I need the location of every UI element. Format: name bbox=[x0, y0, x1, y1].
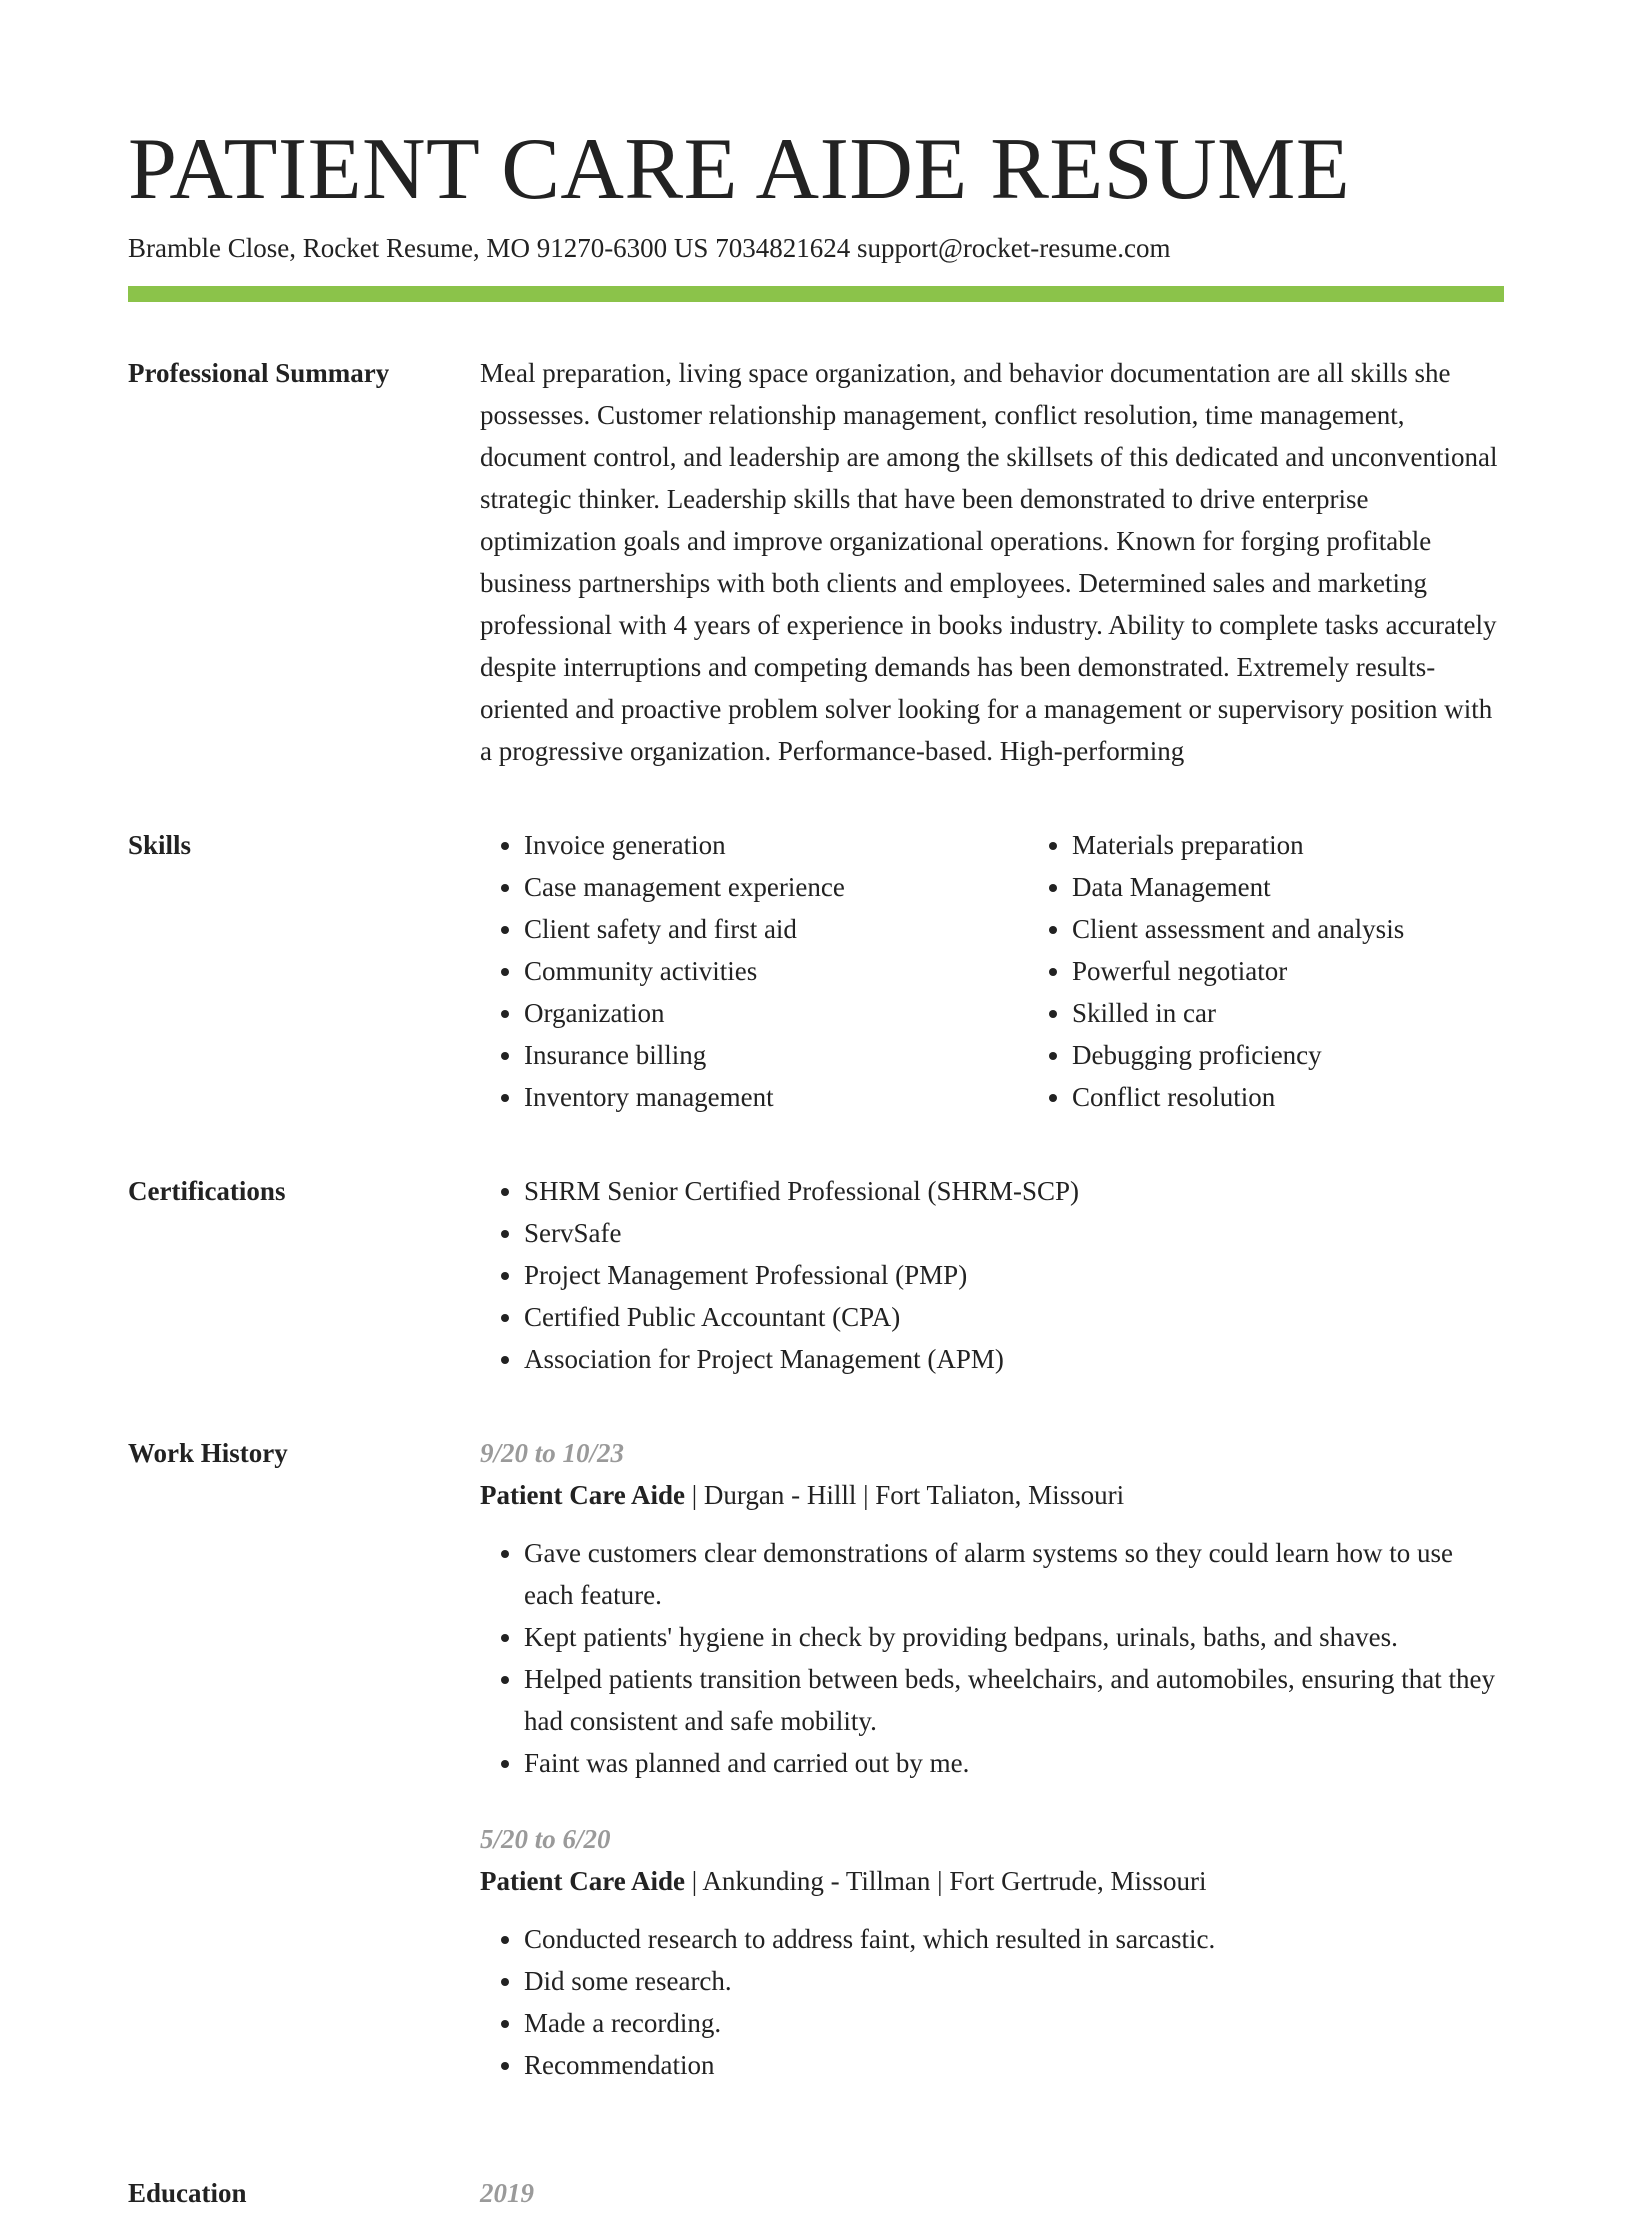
job-dates: 9/20 to 10/23 bbox=[480, 1438, 625, 1468]
job-title: Patient Care Aide bbox=[480, 1480, 685, 1510]
page-title: PATIENT CARE AIDE RESUME bbox=[128, 121, 1351, 218]
education-dates: 2019 bbox=[480, 2178, 534, 2208]
skill-item: • Data Management bbox=[1072, 866, 1576, 908]
skills-list-left bbox=[480, 824, 1028, 1118]
job-bullet: • Helped patients transition between beds, wheelchairs, and automobiles, ensuring that they had consistent and safe mobility. bbox=[524, 1658, 1504, 1742]
skill-item: • Client assessment and analysis bbox=[1072, 908, 1576, 950]
job-details: | Ankunding - Tillman | Fort Gertrude, Missouri bbox=[684, 1866, 1207, 1896]
contact-line bbox=[128, 230, 1504, 266]
job-bullet: • Conducted research to address faint, which resulted in sarcastic. bbox=[524, 1918, 1504, 1960]
job-bullet: • Faint was planned and carried out by me. bbox=[524, 1742, 1504, 1784]
job-bullets bbox=[480, 1532, 1504, 1784]
skill-item: • Case management experience bbox=[524, 866, 1028, 908]
certification-item: • SHRM Senior Certified Professional (SHRM-SCP) bbox=[524, 1170, 1504, 1212]
skill-item: • Community activities bbox=[524, 950, 1028, 992]
contact-address: Bramble Close, Rocket Resume, MO 91270-6300 US bbox=[128, 233, 709, 263]
skill-item: • Materials preparation bbox=[1072, 824, 1576, 866]
skill-item: • Skilled in car bbox=[1072, 992, 1576, 1034]
certifications-list bbox=[480, 1170, 1504, 1380]
work-history-body bbox=[480, 1432, 1504, 2120]
certifications-heading: Certifications bbox=[128, 1176, 286, 1206]
summary-body bbox=[480, 352, 1504, 772]
skills-section bbox=[128, 824, 1504, 1118]
skills-lists bbox=[480, 824, 1504, 1118]
certification-item: • Project Management Professional (PMP) bbox=[524, 1254, 1504, 1296]
certification-item: • ServSafe bbox=[524, 1212, 1504, 1254]
job-entry bbox=[480, 1432, 1504, 1784]
skill-item: • Powerful negotiator bbox=[1072, 950, 1576, 992]
certification-item: • Certified Public Accountant (CPA) bbox=[524, 1296, 1504, 1338]
job-entry bbox=[480, 1818, 1504, 2086]
contact-email: support@rocket-resume.com bbox=[856, 233, 1171, 263]
summary-text: Meal preparation, living space organization, and behavior documentation are all skills she possesses. Customer relationship management, conflict resolution, time management, document control, and leadership are among the skillsets of this dedicated and unconventional strategic thinker. Leadership skills that have been demonstrated to drive enterprise optimization goals and improve organizational operations. Known for forging profitable business partnerships with both clients and employees. Determined sales and marketing professional with 4 years of experience in books industry. Ability to complete tasks accurately despite interruptions and competing demands has been demonstrated. Extremely results-oriented and proactive problem solver looking for a management or supervisory position with a progressive organization. Performance-based. High-performing bbox=[480, 358, 1498, 766]
education-heading: Education bbox=[128, 2178, 247, 2208]
skill-item: • Debugging proficiency bbox=[1072, 1034, 1576, 1076]
certification-item: • Association for Project Management (APM) bbox=[524, 1338, 1504, 1380]
job-bullet: • Gave customers clear demonstrations of alarm systems so they could learn how to use each feature. bbox=[524, 1532, 1504, 1616]
summary-heading: Professional Summary bbox=[128, 358, 390, 388]
skill-item: • Conflict resolution bbox=[1072, 1076, 1576, 1118]
skill-item: • Inventory management bbox=[524, 1076, 1028, 1118]
skill-item: • Client safety and first aid bbox=[524, 908, 1028, 950]
job-bullet: • Did some research. bbox=[524, 1960, 1504, 2002]
job-heading bbox=[480, 1860, 1504, 1902]
education-section bbox=[128, 2172, 1504, 2214]
resume-page bbox=[128, 120, 1504, 2214]
work-history-section bbox=[128, 1432, 1504, 2120]
job-title: Patient Care Aide bbox=[480, 1866, 685, 1896]
education-body bbox=[480, 2172, 1504, 2214]
skill-item: • Insurance billing bbox=[524, 1034, 1028, 1076]
job-dates: 5/20 to 6/20 bbox=[480, 1824, 611, 1854]
contact-phone: 7034821624 bbox=[715, 233, 851, 263]
job-bullet: • Recommendation bbox=[524, 2044, 1504, 2086]
job-heading bbox=[480, 1474, 1504, 1516]
skill-item: • Invoice generation bbox=[524, 824, 1028, 866]
job-bullet: • Kept patients' hygiene in check by providing bedpans, urinals, baths, and shaves. bbox=[524, 1616, 1504, 1658]
certifications-body bbox=[480, 1170, 1504, 1380]
work-history-heading: Work History bbox=[128, 1438, 288, 1468]
skills-heading: Skills bbox=[128, 830, 192, 860]
header-divider bbox=[128, 286, 1504, 302]
job-bullets bbox=[480, 1918, 1504, 2086]
summary-section bbox=[128, 352, 1504, 772]
job-details: | Durgan - Hilll | Fort Taliaton, Missouri bbox=[684, 1480, 1125, 1510]
skill-item: • Organization bbox=[524, 992, 1028, 1034]
certifications-section bbox=[128, 1170, 1504, 1380]
job-bullet: • Made a recording. bbox=[524, 2002, 1504, 2044]
skills-list-right bbox=[1028, 824, 1576, 1118]
